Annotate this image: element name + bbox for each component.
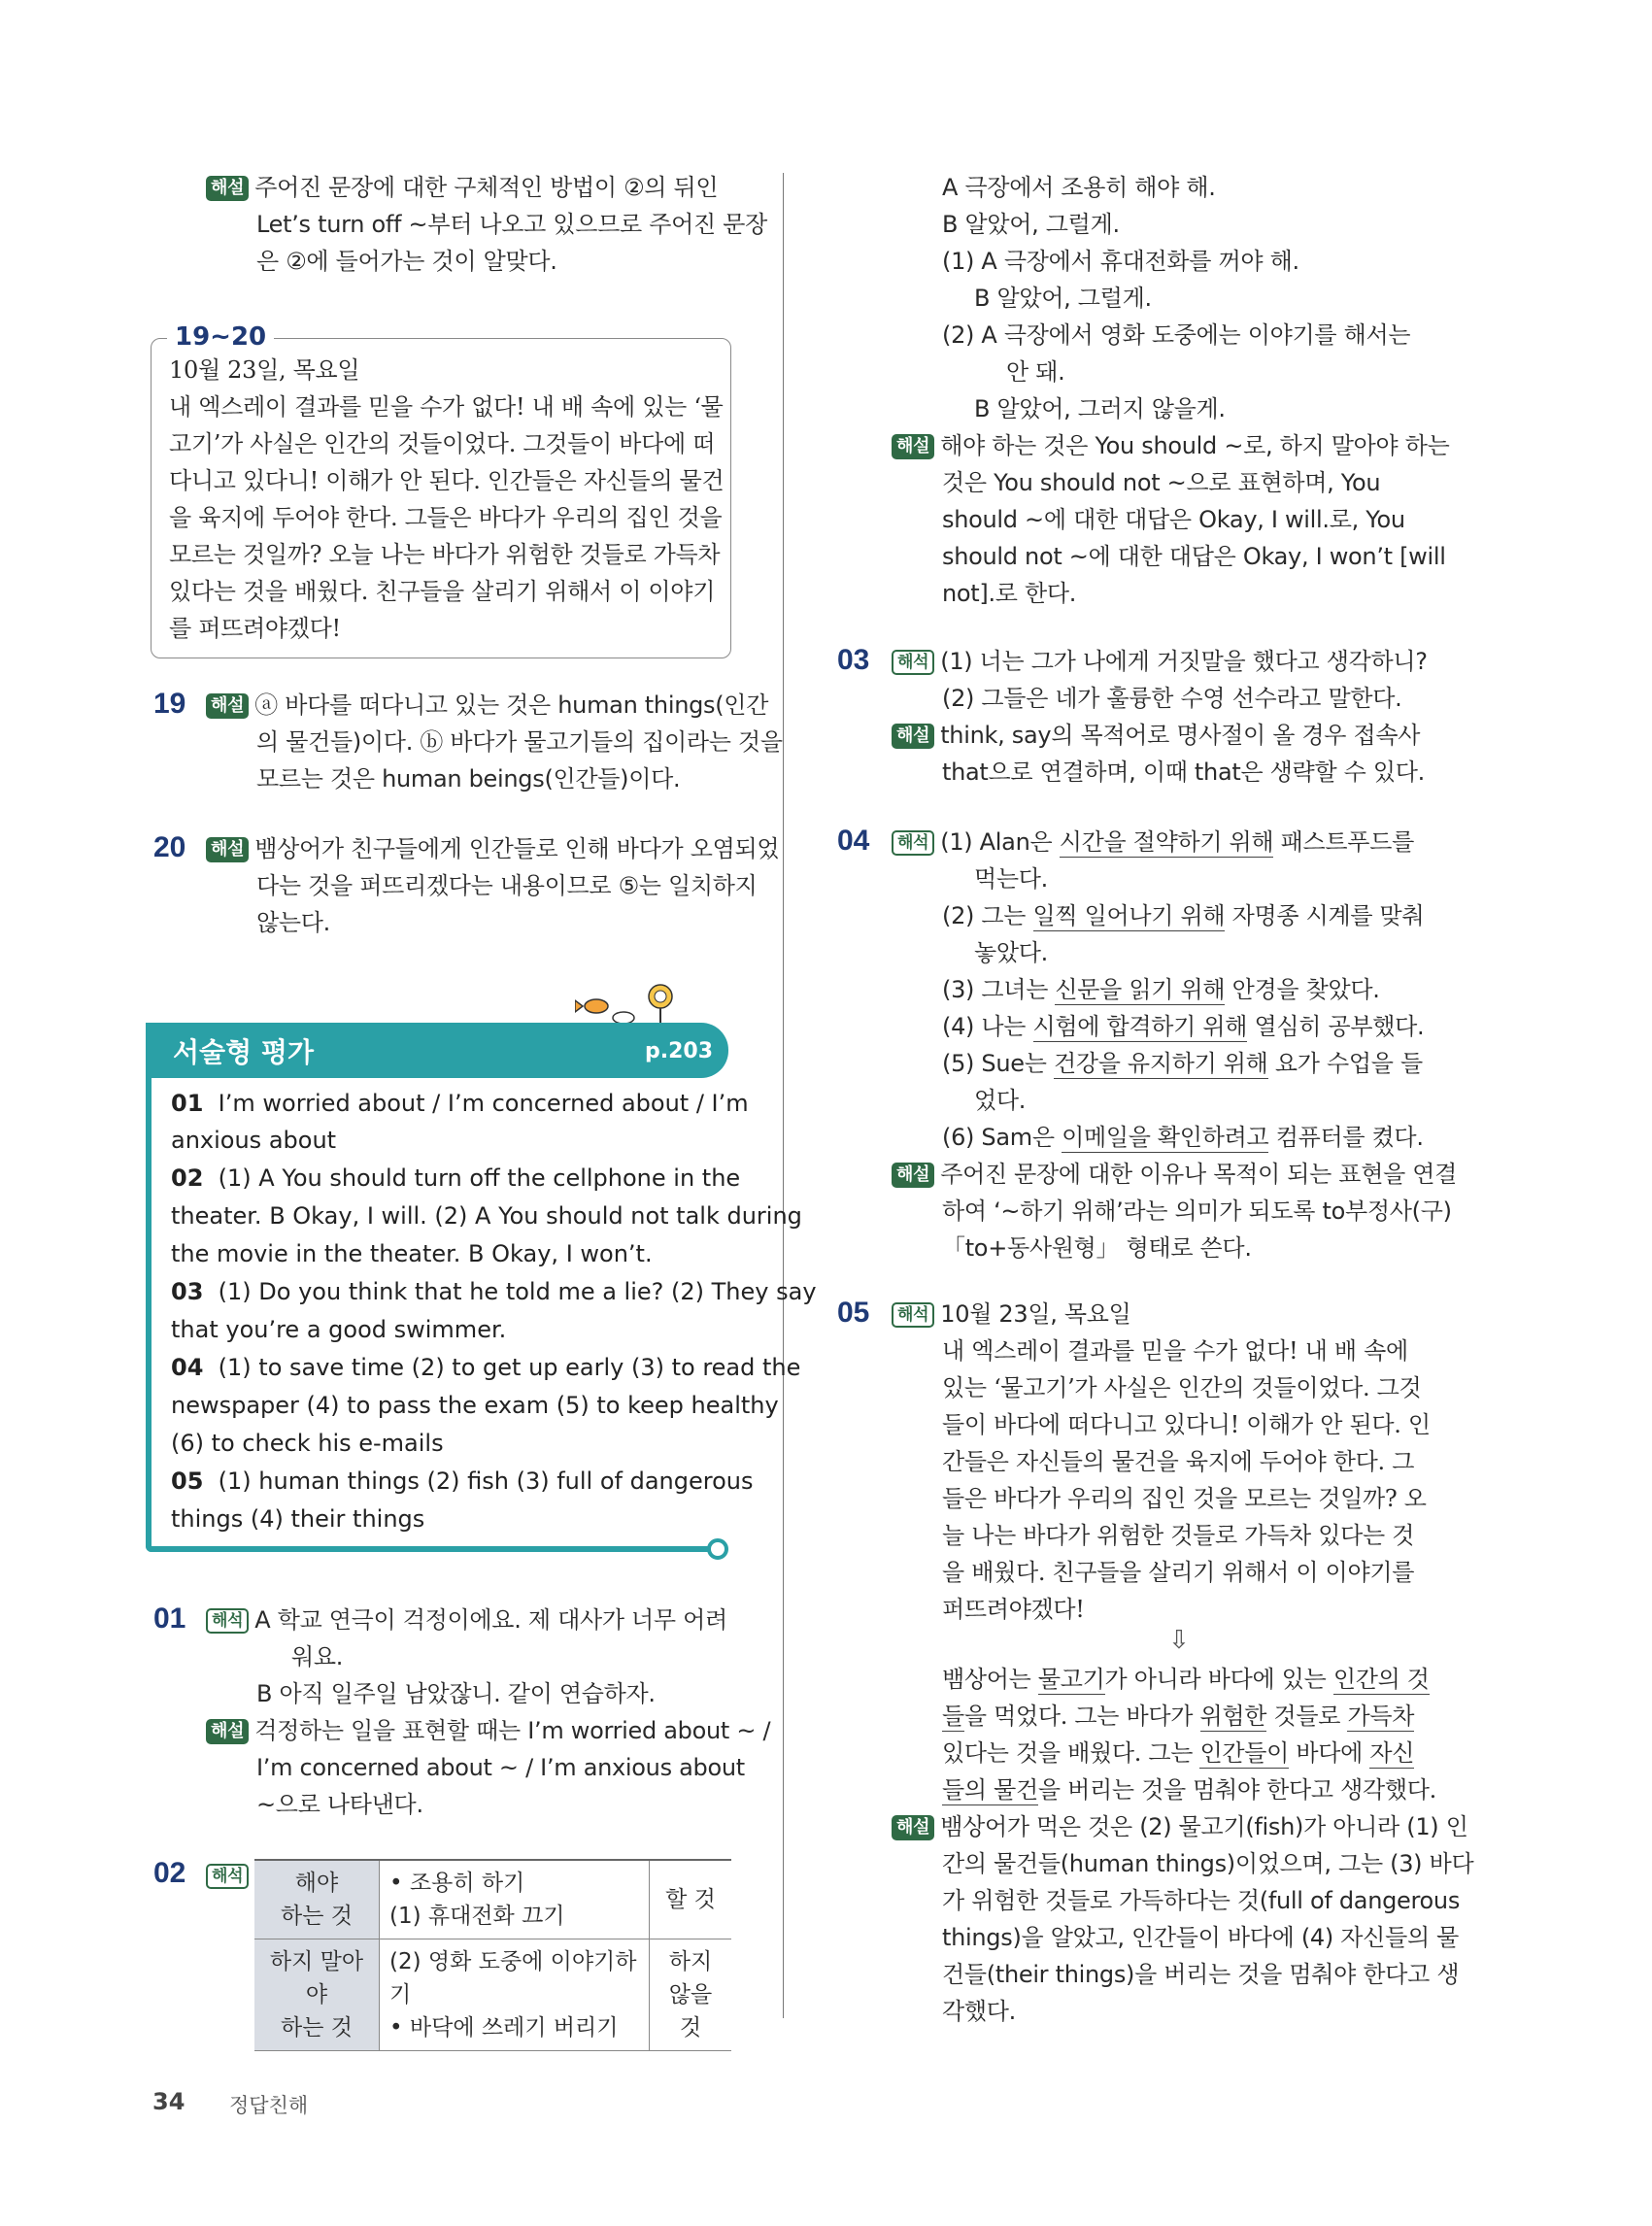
writing-answer-02-cont: the movie in the theater. B Okay, I won’t. — [171, 1240, 653, 1267]
passage-line: 10월 23일, 목요일 — [169, 356, 360, 384]
table-row — [254, 1939, 731, 2051]
q04-line: (2) 그는 일찍 일어나기 위해 자명종 시계를 맞춰 — [942, 902, 1425, 929]
translation-badge: 해석 — [892, 830, 934, 856]
q02-badge-line — [206, 1857, 254, 1894]
q19-line-2: 의 물건들)이다. ⓑ 바다가 물고기들의 집이라는 것을 — [256, 728, 783, 756]
q01-dialog-line-3: B 아직 일주일 남았잖니. 같이 연습하자. — [256, 1680, 656, 1707]
writing-assessment-border — [146, 1023, 152, 1552]
writing-answer-04-cont: (6) to check his e-mails — [171, 1430, 444, 1457]
q05-explanation-line: 가 위험한 것들로 가득하다는 것(full of dangerous — [942, 1887, 1461, 1914]
writing-assessment-border — [146, 1546, 719, 1552]
q05-explanation-line: 간의 물건들(human things)이었으며, 그는 (3) 바다 — [942, 1850, 1474, 1877]
writing-answer-05: 05 (1) human things (2) fish (3) full of dangerous — [171, 1467, 754, 1495]
q02-table — [254, 1859, 731, 2051]
q02-explanation-line: not].로 한다. — [942, 580, 1077, 607]
q05-line: 들이 바다에 떠다니고 있다니! 이해가 안 된다. 인 — [942, 1411, 1431, 1438]
q05-explanation-line: 건들(their things)을 버리는 것을 멈춰야 한다고 생 — [942, 1961, 1460, 1988]
writing-answer-01-cont: anxious about — [171, 1127, 337, 1154]
q03-line-2: (2) 그들은 네가 훌륭한 수영 선수라고 말한다. — [942, 685, 1402, 712]
q02-explanation-line: should ~에 대한 대답은 Okay, I will.로, You — [942, 506, 1405, 533]
passage-box-title: 19~20 — [167, 322, 274, 352]
q02-dialog-line: A 극장에서 조용히 해야 해. — [942, 174, 1216, 201]
writing-answer-01: 01 I’m worried about / I’m concerned about / I’m — [171, 1090, 749, 1117]
table-row — [254, 1860, 731, 1939]
translation-badge: 해석 — [892, 650, 934, 675]
writing-answer-02-cont: theater. B Okay, I will. (2) A You should not talk during — [171, 1202, 802, 1230]
q04-line: (3) 그녀는 신문을 읽기 위해 안경을 찾았다. — [942, 976, 1380, 1003]
q04-explanation-line: 하여 ‘~하기 위해’라는 의미가 되도록 to부정사(구) — [942, 1197, 1452, 1225]
page-number: 34 — [152, 2088, 185, 2115]
q01-explanation-line-3: ~으로 나타낸다. — [256, 1791, 423, 1818]
question-number-02: 02 — [153, 1857, 186, 1889]
q19-line-1: 해설 ⓐ 바다를 떠다니고 있는 것은 human things(인간 — [206, 687, 768, 724]
footer-label: 정답친해 — [229, 2094, 309, 2117]
writing-answer-03: 03 (1) Do you think that he told me a lie? (2) They say — [171, 1278, 817, 1305]
table-header-cell: 하지 말아야 하는 것 — [254, 1939, 380, 2051]
q05-summary-line: 들을 먹었다. 그는 바다가 위험한 것들로 가득차 — [942, 1703, 1415, 1730]
q01-dialog-line-1: 해석 A 학교 연극이 걱정이에요. 제 대사가 너무 어려 — [206, 1602, 727, 1638]
q02-explanation-line: should not ~에 대한 대답은 Okay, I won’t [will — [942, 543, 1446, 570]
writing-assessment-page: p.203 — [645, 1039, 714, 1063]
q05-line: 을 배웠다. 친구들을 살리기 위해서 이 이야기를 — [942, 1559, 1415, 1586]
q05-explanation-line-1: 해설 뱀상어가 먹은 것은 (2) 물고기(fish)가 아니라 (1) 인 — [892, 1808, 1468, 1845]
table-cell: 하지 않을 것 — [650, 1939, 732, 2051]
passage-line: 를 퍼뜨려야겠다! — [169, 615, 341, 642]
question-number-04: 04 — [837, 825, 870, 857]
question-number-20: 20 — [153, 831, 186, 863]
table-cell: (2) 영화 도중에 이야기하기 • 바닥에 쓰레기 버리기 — [380, 1939, 650, 2051]
question-number-03: 03 — [837, 644, 870, 676]
writing-assessment-title: 서술형 평가 — [173, 1036, 314, 1068]
q04-line: 었다. — [974, 1087, 1027, 1114]
down-arrow-icon: ⇩ — [1168, 1626, 1190, 1655]
q03-explanation-line-2: that으로 연결하며, 이때 that은 생략할 수 있다. — [942, 759, 1425, 786]
table-cell: 할 것 — [650, 1860, 732, 1939]
q05-summary-line: 뱀상어는 물고기가 아니라 바다에 있는 인간의 것 — [942, 1666, 1430, 1693]
explanation-badge: 해설 — [892, 434, 934, 459]
q02-dialog-line: (2) A 극장에서 영화 도중에는 이야기를 해서는 — [942, 321, 1411, 349]
passage-line: 있다는 것을 배웠다. 친구들을 살리기 위해서 이 이야기 — [169, 578, 716, 605]
q02-explanation-line-1: 해설 해야 하는 것은 You should ~로, 하지 말아야 하는 — [892, 427, 1450, 464]
q19-line-3: 모르는 것은 human beings(인간들)이다. — [256, 765, 681, 793]
question-number-19: 19 — [153, 688, 186, 720]
explanation-badge: 해설 — [206, 837, 249, 862]
column-divider — [783, 173, 784, 2018]
explanation-badge: 해설 — [892, 1815, 934, 1840]
q05-line: 있는 ‘물고기’가 사실은 인간의 것들이었다. 그것 — [942, 1374, 1422, 1401]
writing-answer-05-cont: things (4) their things — [171, 1505, 425, 1533]
writing-answer-04-cont: newspaper (4) to pass the exam (5) to keep healthy — [171, 1392, 779, 1419]
q04-line: (5) Sue는 건강을 유지하기 위해 요가 수업을 들 — [942, 1050, 1423, 1077]
q05-line: 늘 나는 바다가 위험한 것들로 가득차 있다는 것 — [942, 1522, 1415, 1549]
q02-dialog-line: B 알았어, 그럴게. — [974, 285, 1152, 312]
passage-line: 다니고 있다니! 이해가 안 된다. 인간들은 자신들의 물건 — [169, 467, 725, 494]
q05-summary-line: 들의 물건을 버리는 것을 멈춰야 한다고 생각했다. — [942, 1776, 1436, 1804]
q02-dialog-line: B 알았어, 그럴게. — [942, 211, 1120, 238]
explanation-badge: 해설 — [892, 724, 934, 749]
passage-line: 고기’가 사실은 인간의 것들이었다. 그것들이 바다에 떠 — [169, 430, 716, 457]
explanation-badge: 해설 — [892, 1163, 934, 1188]
table-cell: • 조용히 하기 (1) 휴대전화 끄기 — [380, 1860, 650, 1939]
passage-line: 을 육지에 두어야 한다. 그들은 바다가 우리의 집인 것을 — [169, 504, 723, 531]
top-explanation-line-1: 해설 주어진 문장에 대한 구체적인 방법이 ②의 뒤인 — [206, 169, 718, 206]
table-header-cell: 해야 하는 것 — [254, 1860, 380, 1939]
q05-line: 해석 10월 23일, 목요일 — [892, 1296, 1131, 1332]
q04-line: (4) 나는 시험에 합격하기 위해 열심히 공부했다. — [942, 1013, 1425, 1040]
passage-line: 내 엑스레이 결과를 믿을 수가 없다! 내 배 속에 있는 ‘물 — [169, 393, 724, 421]
q04-line: 먹는다. — [974, 865, 1048, 893]
q04-explanation-line-1: 해설 주어진 문장에 대한 이유나 목적이 되는 표현을 연결 — [892, 1156, 1457, 1193]
writing-answer-03-cont: that you’re a good swimmer. — [171, 1316, 507, 1343]
top-explanation-line-2: Let’s turn off ~부터 나오고 있으므로 주어진 문장 — [256, 211, 768, 238]
explanation-badge: 해설 — [206, 176, 249, 201]
explanation-badge: 해설 — [206, 693, 249, 719]
q01-dialog-line-2: 워요. — [291, 1643, 344, 1670]
question-number-05: 05 — [837, 1297, 870, 1329]
q05-explanation-line: things)을 알았고, 인간들이 바다에 (4) 자신들의 물 — [942, 1924, 1460, 1951]
q02-dialog-line: 안 돼. — [1006, 358, 1065, 386]
translation-badge: 해석 — [206, 1864, 249, 1889]
translation-badge: 해석 — [206, 1608, 249, 1634]
q04-line: 놓았다. — [974, 939, 1048, 966]
q20-line-3: 않는다. — [256, 909, 330, 936]
q20-line-2: 다는 것을 퍼뜨리겠다는 내용이므로 ⑤는 일치하지 — [256, 872, 758, 899]
q05-line: 퍼뜨려야겠다! — [942, 1596, 1085, 1623]
writing-answer-02: 02 (1) A You should turn off the cellphone in the — [171, 1164, 741, 1192]
q03-explanation-line-1: 해설 think, say의 목적어로 명사절이 올 경우 접속사 — [892, 717, 1420, 754]
explanation-badge: 해설 — [206, 1719, 249, 1744]
writing-assessment-end-dot — [707, 1538, 728, 1560]
q04-line: (6) Sam은 이메일을 확인하려고 컴퓨터를 켰다. — [942, 1124, 1424, 1151]
question-number-01: 01 — [153, 1602, 186, 1635]
q20-line-1: 해설 뱀상어가 친구들에게 인간들로 인해 바다가 오염되었 — [206, 830, 779, 867]
writing-answer-04: 04 (1) to save time (2) to get up early (3) to read the — [171, 1354, 801, 1381]
q03-line-1: 해석 (1) 너는 그가 나에게 거짓말을 했다고 생각하니? — [892, 643, 1428, 680]
q02-dialog-line: (1) A 극장에서 휴대전화를 꺼야 해. — [942, 248, 1299, 275]
q05-line: 들은 바다가 우리의 집인 것을 모르는 것일까? 오 — [942, 1485, 1427, 1512]
q01-explanation-line-1: 해설 걱정하는 일을 표현할 때는 I’m worried about ~ / — [206, 1712, 770, 1749]
translation-badge: 해석 — [892, 1302, 934, 1328]
q01-explanation-line-2: I’m concerned about ~ / I’m anxious about — [256, 1754, 745, 1781]
q04-line: 해석 (1) Alan은 시간을 절약하기 위해 패스트푸드를 — [892, 824, 1414, 860]
q05-explanation-line: 각했다. — [942, 1998, 1016, 2025]
top-explanation-line-3: 은 ②에 들어가는 것이 알맞다. — [256, 248, 557, 275]
q05-line: 간들은 자신들의 물건을 육지에 두어야 한다. 그 — [942, 1448, 1415, 1475]
q02-explanation-line: 것은 You should not ~으로 표현하며, You — [942, 469, 1381, 496]
q02-dialog-line: B 알았어, 그러지 않을게. — [974, 395, 1226, 422]
passage-line: 모르는 것일까? 오늘 나는 바다가 위험한 것들로 가득차 — [169, 541, 721, 568]
q05-summary-line: 있다는 것을 배웠다. 그는 인간들이 바다에 자신 — [942, 1739, 1415, 1767]
q05-line: 내 엑스레이 결과를 믿을 수가 없다! 내 배 속에 — [942, 1337, 1408, 1365]
q04-explanation-line: 「to+동사원형」 형태로 쓴다. — [942, 1234, 1252, 1262]
